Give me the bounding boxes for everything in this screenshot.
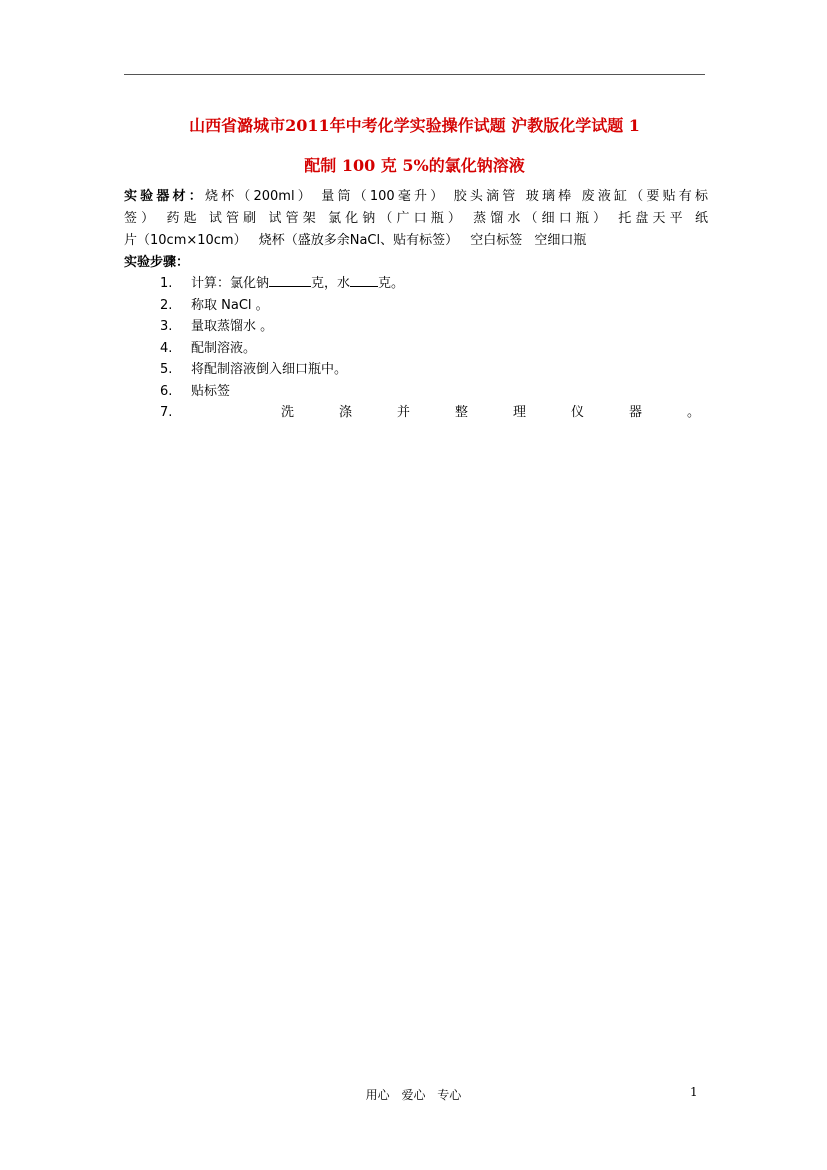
page-title: 山西省潞城市2011年中考化学实验操作试题 沪教版化学试题 1 xyxy=(189,116,640,135)
step-number: 3. xyxy=(160,319,173,334)
step-text: 配制溶液。 xyxy=(191,340,257,356)
step-7-char: 涤 xyxy=(339,405,353,420)
header-rule xyxy=(124,74,705,75)
step-item xyxy=(160,338,705,360)
step-7-char: 理 xyxy=(513,405,527,420)
step-text: 称取 NaCl 。 xyxy=(191,297,269,313)
step-text: 贴标签 xyxy=(191,383,231,399)
step-number: 4. xyxy=(160,340,173,356)
steps-label: 实验步骤： xyxy=(124,255,190,270)
step-text: 将配制溶液倒入细口瓶中。 xyxy=(191,362,348,377)
step-number: 2. xyxy=(160,297,173,313)
step-text: 计算：氯化钠 xyxy=(191,276,270,291)
step-item xyxy=(160,316,705,338)
materials-line-2: 签） 药匙 试管刷 试管架 氯化钠（广口瓶） 蒸馏水（细口瓶） 托盘天平 纸 xyxy=(124,211,708,226)
step-7-char: 器 xyxy=(629,405,643,420)
step-number: 6. xyxy=(160,383,173,399)
materials-text-1: 烧杯（200ml） 量筒（100毫升） 胶头滴管 玻璃棒 废液缸（要贴有标 xyxy=(204,189,708,204)
materials-section xyxy=(124,186,708,252)
step-text: 量取蒸馏水 。 xyxy=(191,319,274,334)
step-text: 克，水 xyxy=(311,276,351,291)
step-item xyxy=(160,359,705,381)
materials-line-1 xyxy=(124,186,708,208)
step-7-char: 并 xyxy=(397,405,411,420)
step-number: 1. xyxy=(160,276,173,291)
fill-blank-water xyxy=(350,273,378,287)
step-7-text xyxy=(191,402,705,424)
page-number: 1 xyxy=(690,1085,698,1099)
page-subtitle: 配制 100 克 5%的氯化钠溶液 xyxy=(304,156,525,175)
step-7-char: 仪 xyxy=(571,405,585,420)
step-7-char: 洗 xyxy=(281,405,295,420)
fill-blank-nacl xyxy=(269,273,311,287)
step-7-char: 整 xyxy=(455,405,469,420)
materials-line-3: 片（10cm×10cm） 烧杯（盛放多余NaCl、贴有标签） 空白标签 空细口瓶 xyxy=(124,233,587,248)
step-number: 5. xyxy=(160,362,173,377)
step-item xyxy=(160,273,705,295)
step-7-char: 。 xyxy=(687,405,701,420)
step-text: 克。 xyxy=(378,276,405,291)
step-item xyxy=(160,295,705,317)
step-item xyxy=(160,402,705,424)
step-item xyxy=(160,381,705,403)
materials-label: 实验器材： xyxy=(124,189,205,204)
steps-list xyxy=(160,273,705,424)
step-number: 7. xyxy=(160,405,173,420)
footer-motto: 用心 爱心 专心 xyxy=(365,1088,462,1102)
